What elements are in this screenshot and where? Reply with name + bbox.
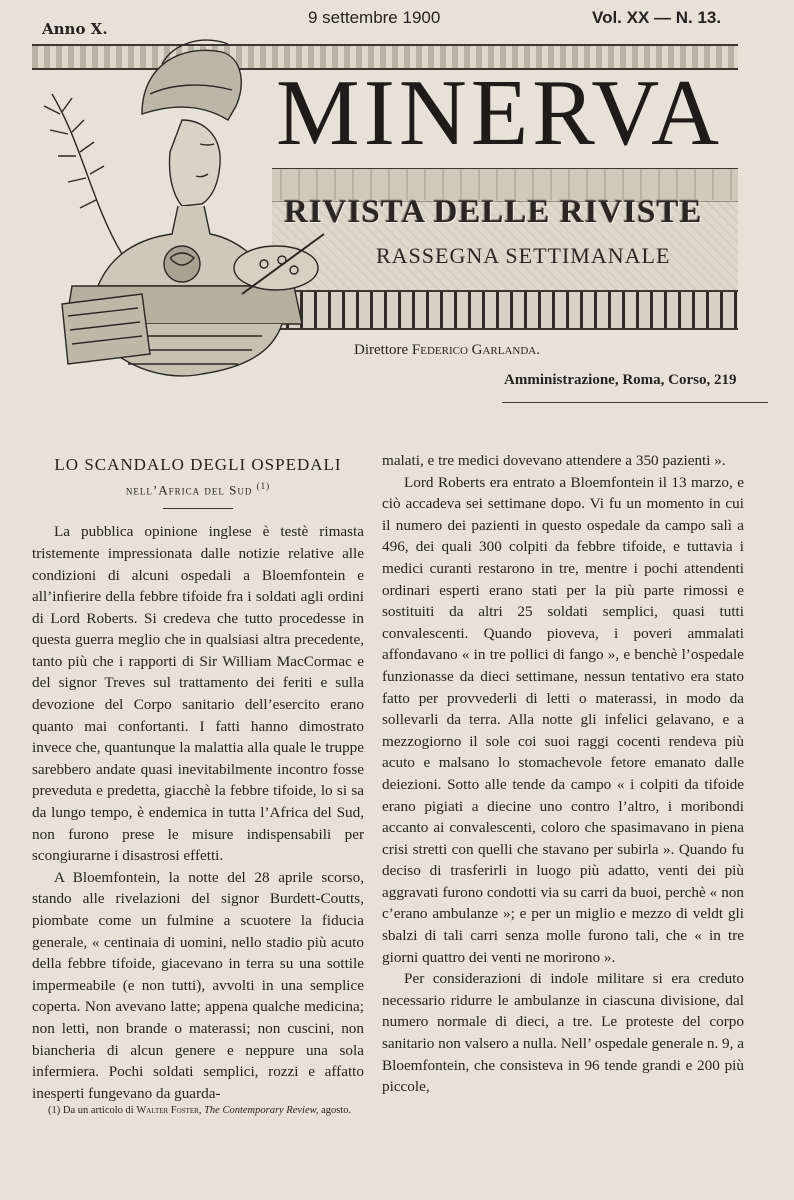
issue-date: 9 settembre 1900 (308, 8, 441, 27)
journal-title: MINERVA (276, 61, 724, 165)
title-rule (163, 508, 233, 509)
administration-address: Amministrazione, Roma, Corso, 219 (504, 372, 737, 388)
anno-label: Anno X. (42, 20, 108, 38)
footnote-marker: (1) (256, 481, 271, 491)
footnote-author: Walter Foster, (136, 1105, 202, 1117)
article-title: LO SCANDALO DEGLI OSPEDALI (54, 455, 342, 474)
article-subtitle (32, 476, 364, 500)
left-column (32, 454, 364, 1118)
right-column (382, 450, 744, 1098)
director-label: Direttore (354, 342, 409, 358)
journal-tagline: RASSEGNA SETTIMANALE (376, 243, 671, 268)
footnote-source: The Contemporary Review, (204, 1105, 319, 1117)
footnote-prefix: (1) Da un articolo di (48, 1105, 134, 1117)
footnote-month: agosto. (321, 1105, 352, 1117)
director-name: Federico Garlanda. (411, 342, 541, 358)
article-subtitle-text: nell’Africa del Sud (125, 482, 253, 498)
masthead (32, 38, 740, 408)
paragraph: Per considerazioni di indole militare si era creduto necessario ridurre le ambulanze in ciascuna divisione, dal numero normale di dieci, a tre. Le proteste del corpo sanitario non valsero a nulla. Nell’ ospedale generale n. 9, a Bloemfontein, che consisteva in 96 tende grandi e 200 più piccole, (382, 970, 744, 1096)
minerva-bust-illustration (32, 24, 332, 408)
journal-subtitle: RIVISTA DELLE RIVISTE (284, 194, 703, 230)
paragraph: malati, e tre medici dovevano attendere a 350 pazienti ». (382, 452, 726, 469)
director-line (354, 342, 540, 359)
paragraph: Lord Roberts era entrato a Bloemfontein il 13 marzo, e ciò accadeva sei settimane dopo. Vi fu un momento in cui il numero dei pazienti in questo ospedale da campo salì a 496, dei quali 300 colpiti da febbre tifoide, e tuttavia i medici curanti restarono in tre, mentre i pochi attendenti ordinari esperti erano stati per la più parte rimossi e sostituiti da altri 25 soldati semplici, quasi tutti convalescenti. Quando pioveva, i poveri ammalati affondavano « in tre pollici di fango », e benchè l’ospedale funzionasse da dieci settimane, nessun tentativo era stato fatto per provvederli di letti o materassi, in modo da sollevarli da terra. Alla notte gli infelici gelavano, e a mezzogiorno il sole coi suoi raggi cocenti rendeva più acuto e malsano lo stomachevole fetore emanato dalle deiezioni. Sotto alle tende da campo « i colpiti da tifoide erano pigiati a diecine uno contro l’altro, i moribondi accanto ai convalescenti, coloro che spasimavano in piena crisi stretti con quelli che stavano per subirla ». Quando fu deciso di trasferirli in luogo più adatto, venti dei più aggravati furono condotti via su carri da buoi, perchè « non c’erano ambulanze »; e per un miglio e mezzo di veldt gli sbalzi di tali carri senza molle furono tali, che « in tre giorni quattro dei venti ne morirono ». (382, 473, 744, 966)
footnote (32, 1104, 364, 1118)
paragraph: A Bloemfontein, la notte del 28 aprile scorso, stando alle rivelazioni del signor Burdett-Coutts, piombate come un fulmine a scuotere la fiducia generale, « centinaia di uomini, nello stadio più acuto della febbre tifoide, giacevano in terra su una sottile impermeabile (e non tutti), avvolti in una semplice coperta. Non avevano latte; appena qualche medicina; non letti, non brande o materassi; non cuscini, non biancheria di alcun genere e neppure una sola infermiera. Pochi soldati semplici, rozzi e affatto inesperti fungevano da guarda- (32, 868, 364, 1102)
volume-number: Vol. XX — N. 13. (592, 8, 722, 27)
greek-key-band (272, 290, 738, 330)
paragraph: La pubblica opinione inglese è testè rimasta tristemente impressionata dalle notizie relative alle condizioni di alcuni ospedali a Bloemfontein e all’infierire della febbre tifoide fra i soldati agli ordini di Lord Roberts. Si credeva che tutto procedesse in questa guerra meglio che in qualsiasi altra precedente, tanto più che i rapporti di Sir William MacCormac e del signor Treves sul trattamento dei feriti e sulla devozione del Corpo sanitario dell’esercito erano quanto mai confortanti. I fatti hanno dimostrato invece che, quantunque la malattia alla quale le truppe sarebbero andate quasi inevitabilmente incontro fosse preveduta e predetta, giacchè la febbre tifoide, lo si sa da lungo tempo, è endemica in tutta l’Africa del Sud, non furono prese le misure indispensabili per scongiurarne i disastrosi effetti. (32, 523, 364, 865)
address-rule (502, 402, 768, 403)
